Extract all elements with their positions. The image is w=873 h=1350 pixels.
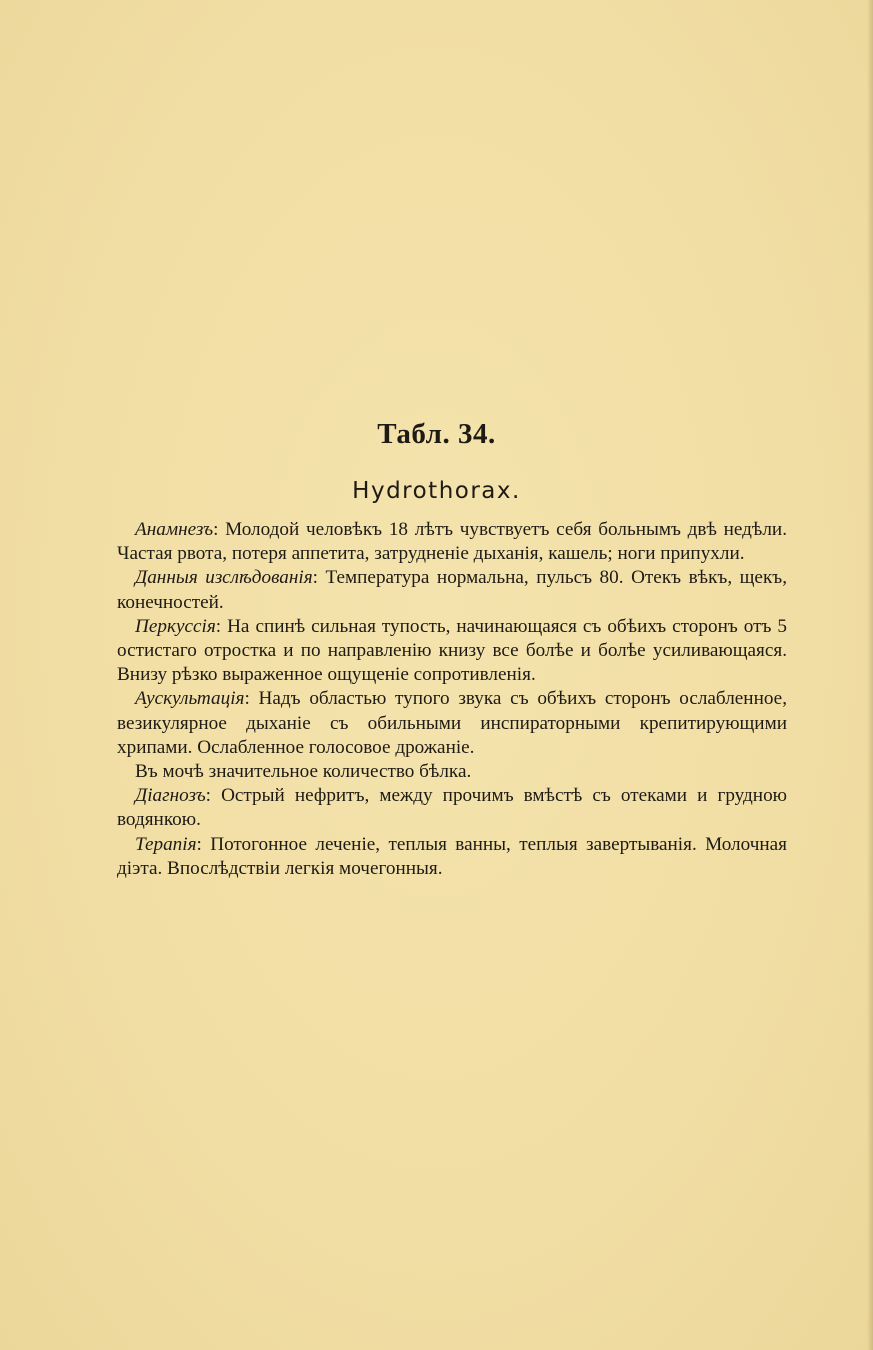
- auscultation-paragraph: [117, 687, 787, 760]
- percussion-paragraph: [117, 615, 787, 688]
- percussion-label: Перкуссія: [135, 615, 216, 637]
- therapy-paragraph: [117, 833, 787, 881]
- therapy-text: : Потогонное леченіе, теплыя ванны, теплыя завертыванія. Молочная діэта. Впослѣдствіи легкія мочегонныя.: [117, 833, 787, 879]
- diagnosis-text: : Острый нефритъ, между прочимъ вмѣстѣ съ отеками и грудною водянкою.: [117, 785, 787, 831]
- anamnesis-text: : Молодой человѣкъ 18 лѣтъ чувствуетъ себя больнымъ двѣ недѣли. Частая рвота, потеря аппетита, затрудненіе дыханія, кашель; ноги припухли.: [117, 519, 787, 565]
- diagnosis-paragraph: [117, 784, 787, 832]
- percussion-text: : На спинѣ сильная тупость, начинающаяся съ обѣихъ сторонъ отъ 5 остистаго отростка и по направленію книзу все болѣе и болѣе усиливающаяся. Внизу рѣзко выраженное ощущеніе сопротивленія.: [117, 615, 787, 686]
- auscultation-text: : Надъ областью тупого звука съ обѣихъ сторонъ ослабленное, везикулярное дыханіе съ обильными инспираторными крепитирующими хрипами. Ослабленное голосовое дрожаніе.: [117, 688, 787, 758]
- urine-paragraph: [117, 760, 787, 784]
- examination-paragraph: [117, 566, 787, 614]
- table-number-heading: Табл. 34.: [377, 418, 496, 450]
- therapy-label: Терапія: [135, 833, 197, 855]
- examination-text: : Температура нормальна, пульсъ 80. Отекъ вѣкъ, щекъ, конечностей.: [117, 567, 787, 613]
- urine-text: Въ мочѣ значительное количество бѣлка.: [135, 761, 472, 783]
- auscultation-label: Аускультація: [135, 688, 245, 710]
- examination-label: Данныя изслѣдованія: [135, 567, 313, 589]
- case-description: [117, 518, 787, 881]
- page-edge-shadow: [867, 0, 873, 1350]
- anamnesis-paragraph: [117, 518, 787, 566]
- diagnosis-label: Діагнозъ: [135, 785, 206, 807]
- disease-title: Hydrothorax.: [352, 478, 521, 504]
- anamnesis-label: Анамнезъ: [135, 519, 214, 540]
